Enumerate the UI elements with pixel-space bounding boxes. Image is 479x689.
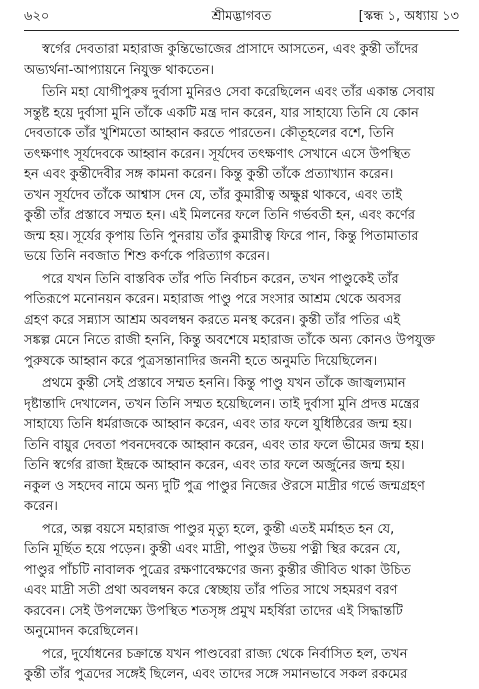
paragraph (24, 374, 459, 518)
page-body (24, 40, 459, 682)
text-line: প্রথমে কুন্তী সেই প্রস্তাবে সম্মত হননি। কিন্তু পাণ্ডু যখন তাঁকে জাজ্বল্যমান (42, 376, 406, 391)
text-line: তিনি স্বর্গের রাজা ইন্দ্রকে আহ্বান করেন, এবং তার ফলে অর্জুনের জন্ম হয়। (24, 458, 405, 473)
text-line: পরে, অল্প বয়সে মহারাজ পাণ্ডুর মৃত্যু হলে, কুন্তী এতই মর্মাহত হন যে, (42, 521, 395, 537)
text-line: পতিরূপে মনোনয়ন করেন। মহারাজ পাণ্ডু পরে সংসার আশ্রম থেকে অবসর (24, 292, 401, 307)
text-line: কুন্তী তাঁর প্রস্তাবে সম্মত হন। এই মিলনের ফলে তিনি গর্ভবতী হন, এবং কর্ণের (24, 208, 416, 223)
text-line: পুরুষকে আহ্বান করে পুত্রসন্তানাদির জননী হতে অনুমতি দিয়েছিলেন। (24, 353, 378, 369)
text-line: তিনি মূর্ছিত হয়ে পড়েন। কুন্তী এবং মাদ্রী, পাণ্ডুর উভয় পত্নী স্থির করেন যে, (24, 542, 401, 557)
text-line: পরে যখন তিনি বাস্তবিক তাঁর পতি নির্বাচন করেন, তখন পাণ্ডুকেই তাঁর (42, 271, 399, 287)
text-line: সাহায্যে তিনি ধর্মরাজকে আহ্বান করেন, এবং তার ফলে যুধিষ্ঠিরের জন্ম হয়। (24, 417, 412, 432)
text-line: গ্রহণ করে সন্ন্যাস আশ্রম অবলম্বন করতে মনস্থ করেন। কুন্তী তাঁর পতির এই (24, 312, 401, 328)
text-line: করবেন। সেই উপলক্ষ্যে উপস্থিত শতসৃঙ্গ প্রমুখ মহর্ষিরা তাদের এই সিদ্ধান্তটি (24, 603, 403, 619)
paragraph (24, 270, 459, 373)
text-line: তখন সূর্যদেব তাঁকে আশ্বাস দেন যে, তাঁর কুমারীত্ব অক্ষুণ্ণ থাকবে, এবং তাই (24, 187, 403, 203)
text-line: সঙ্কল্প মেনে নিতে রাজী হননি, কিন্তু অবশেষে মহারাজ তাঁকে অন্য কোনও উপযুক্ত (24, 333, 435, 348)
paragraph (24, 645, 459, 683)
text-line: তৎক্ষণাৎ সূর্যদেবকে আহ্বান করেন। সূর্যদেব তৎক্ষণাৎ সেখানে এসে উপস্থিত (24, 146, 411, 162)
paragraph (24, 83, 459, 268)
text-line: পরে, দুর্যোধনের চক্রান্তে যখন পাণ্ডবেরা রাজ্য থেকে নির্বাসিত হল, তখন (42, 646, 408, 662)
text-line: পাণ্ডুর পাঁচটি নাবালক পুত্রের রক্ষণাবেক্ষণের জন্য কুন্তীর জীবিত থাকা উচিত (24, 562, 411, 578)
text-line: দৃষ্টান্তাদি দেখালেন, তখন তিনি সম্মত হয়েছিলেন। তাই দুর্বাসা মুনি প্রদত্ত মন্ত্রের (24, 396, 420, 412)
text-line: জন্ম হয়। সূর্যের কৃপায় তিনি পুনরায় তাঁর কুমারীত্ব ফিরে পান, কিন্তু পিতামাতার (24, 228, 419, 244)
text-line: অনুমোদন করেছিলেন। (24, 624, 139, 639)
page-header (24, 6, 459, 30)
page-number: ৬২০ (24, 9, 50, 24)
paragraph (24, 520, 459, 643)
text-line: দেবতাকে তাঁর খুশিমতো আহ্বান করতে পারতেন। কৌতূহলের বশে, তিনি (24, 126, 394, 141)
text-line: এবং মাদ্রী সতী প্রথা অবলম্বন করে স্বেচ্ছায় তাঁর পতির সাথে সহমরণ বরণ (24, 583, 398, 598)
text-line: তিনি মহা যোগীপুরুষ দুর্বাসা মুনিরও সেবা করেছিলেন এবং তাঁর একান্ত সেবায় (42, 85, 435, 100)
paragraph (24, 40, 459, 81)
text-line: ভয়ে তিনি নবজাত শিশু কর্ণকে পরিত্যাগ করেন। (24, 249, 270, 264)
text-line: অভ্যর্থনা-আপ্যায়নে নিযুক্ত থাকতেন। (24, 62, 215, 78)
text-line: সন্তুষ্ট হয়ে দুর্বাসা মুনি তাঁকে একটি মন্ত্র দান করেন, যার সাহায্যে তিনি যে কোন (24, 105, 419, 121)
text-line: করেন। (24, 499, 58, 514)
chapter-reference: [স্কন্ধ ১, অধ্যায় ১৩ (358, 9, 459, 24)
text-line: হন এবং কুন্তীদেবীর সঙ্গ কামনা করেন। কিন্তু কুন্তী তাঁকে প্রত্যাখ্যান করেন। (24, 167, 394, 182)
book-title: শ্রীমদ্ভাগবত (211, 9, 272, 24)
text-line: নকুল ও সহদেব নামে অন্য দুটি পুত্র পাণ্ডুর নিজের ঔরসে মাদ্রীর গর্ভে জন্মগ্রহণ (24, 478, 425, 494)
header-divider (24, 30, 459, 31)
text-line: স্বর্গের দেবতারা মহারাজ কুন্তিভোজের প্রাসাদে আসতেন, এবং কুন্তী তাঁদের (42, 42, 419, 57)
text-line: তিনি বায়ুর দেবতা পবনদেবকে আহ্বান করেন, এবং তার ফলে ভীমের জন্ম হয়। (24, 437, 425, 453)
text-line: কুন্তী তাঁর পুত্রদের সঙ্গেই ছিলেন, এবং তাদের সঙ্গে সমানভাবে সকল রকমের (24, 667, 408, 682)
